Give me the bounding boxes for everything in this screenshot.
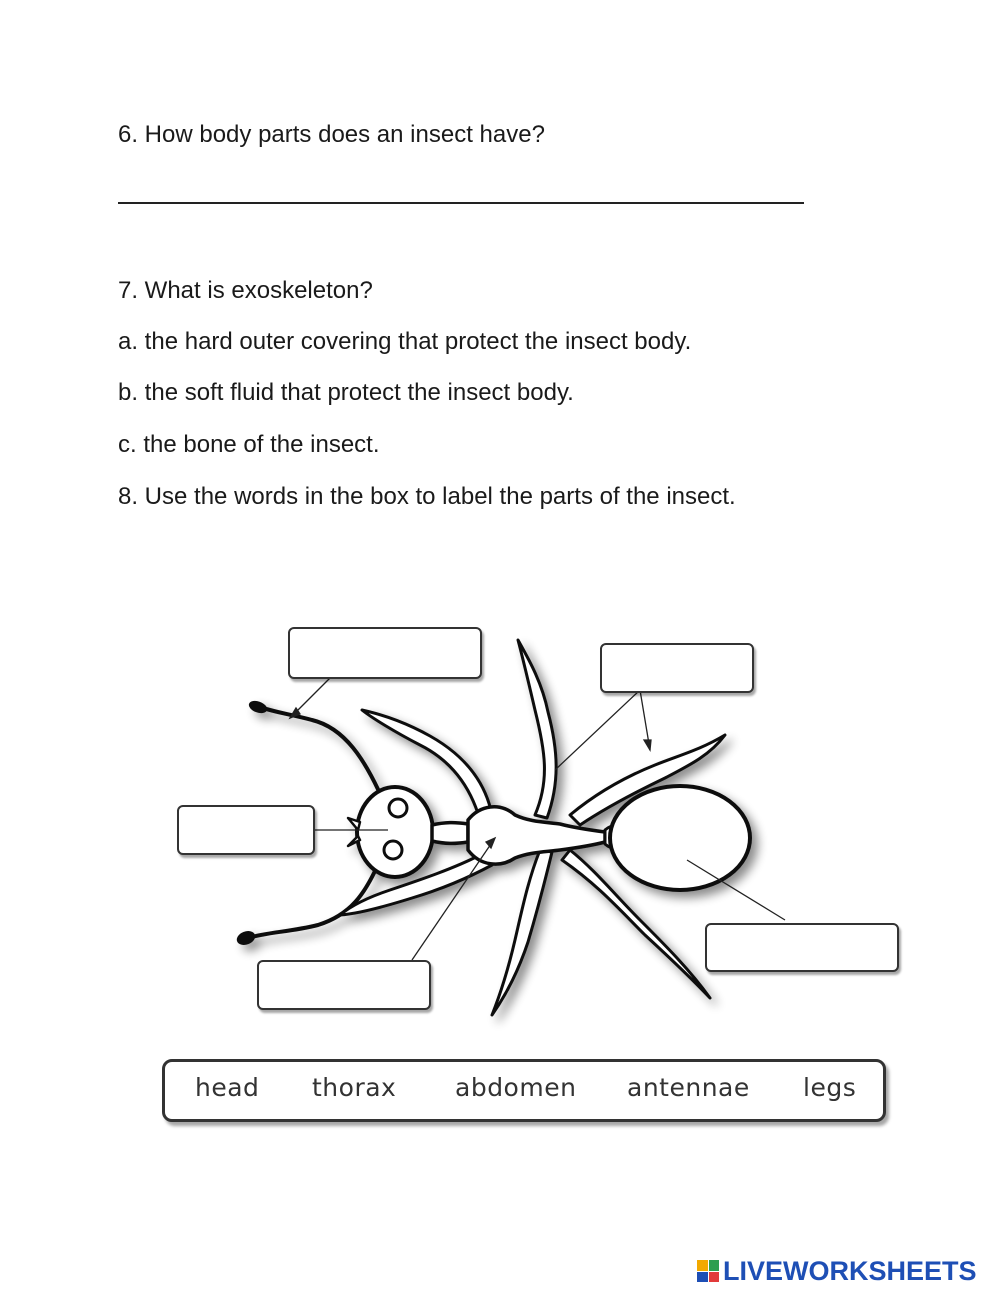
- antenna-upper-tip: [248, 699, 268, 715]
- logo-square-1: [697, 1260, 708, 1271]
- ant-neck: [432, 823, 468, 844]
- logo-square-3: [697, 1272, 708, 1283]
- logo-text: LIVEWORKSHEETS: [723, 1255, 977, 1286]
- option-c[interactable]: c. the bone of the insect.: [118, 431, 380, 458]
- logo-square-2: [709, 1260, 720, 1271]
- ant-eye-upper: [389, 799, 407, 817]
- liveworksheets-logo: [697, 1256, 977, 1286]
- answer-line[interactable]: [118, 202, 804, 204]
- option-b[interactable]: b. the soft fluid that protect the insect body.: [118, 379, 574, 406]
- ant-eye-lower: [384, 841, 402, 859]
- question-8: 8. Use the words in the box to label the parts of the insect.: [118, 483, 736, 510]
- label-box-abdomen[interactable]: [705, 923, 899, 972]
- word-legs[interactable]: legs: [803, 1073, 857, 1102]
- label-box-thorax[interactable]: [257, 960, 431, 1010]
- antenna-upper: [258, 706, 382, 798]
- logo-square-4: [709, 1272, 720, 1283]
- antenna-lower-tip: [235, 929, 256, 946]
- antenna-lower: [248, 860, 380, 938]
- word-bank: [162, 1059, 886, 1122]
- leg-middle-lower: [492, 850, 552, 1015]
- pointer-legs-head: [644, 740, 651, 750]
- label-box-antennae[interactable]: [288, 627, 482, 679]
- word-abdomen[interactable]: abdomen: [455, 1073, 577, 1102]
- word-antennae[interactable]: antennae: [627, 1073, 750, 1102]
- word-thorax[interactable]: thorax: [312, 1073, 397, 1102]
- label-box-legs[interactable]: [600, 643, 754, 693]
- question-6: 6. How body parts does an insect have?: [118, 121, 545, 148]
- label-box-head[interactable]: [177, 805, 315, 855]
- ant-abdomen: [610, 786, 750, 890]
- option-a[interactable]: a. the hard outer covering that protect the insect body.: [118, 328, 692, 355]
- leg-middle-upper: [518, 640, 556, 818]
- pointer-legs-a: [555, 690, 640, 770]
- word-head[interactable]: head: [195, 1073, 260, 1102]
- question-7: 7. What is exoskeleton?: [118, 277, 373, 304]
- liveworksheets-logo-icon: [697, 1260, 719, 1282]
